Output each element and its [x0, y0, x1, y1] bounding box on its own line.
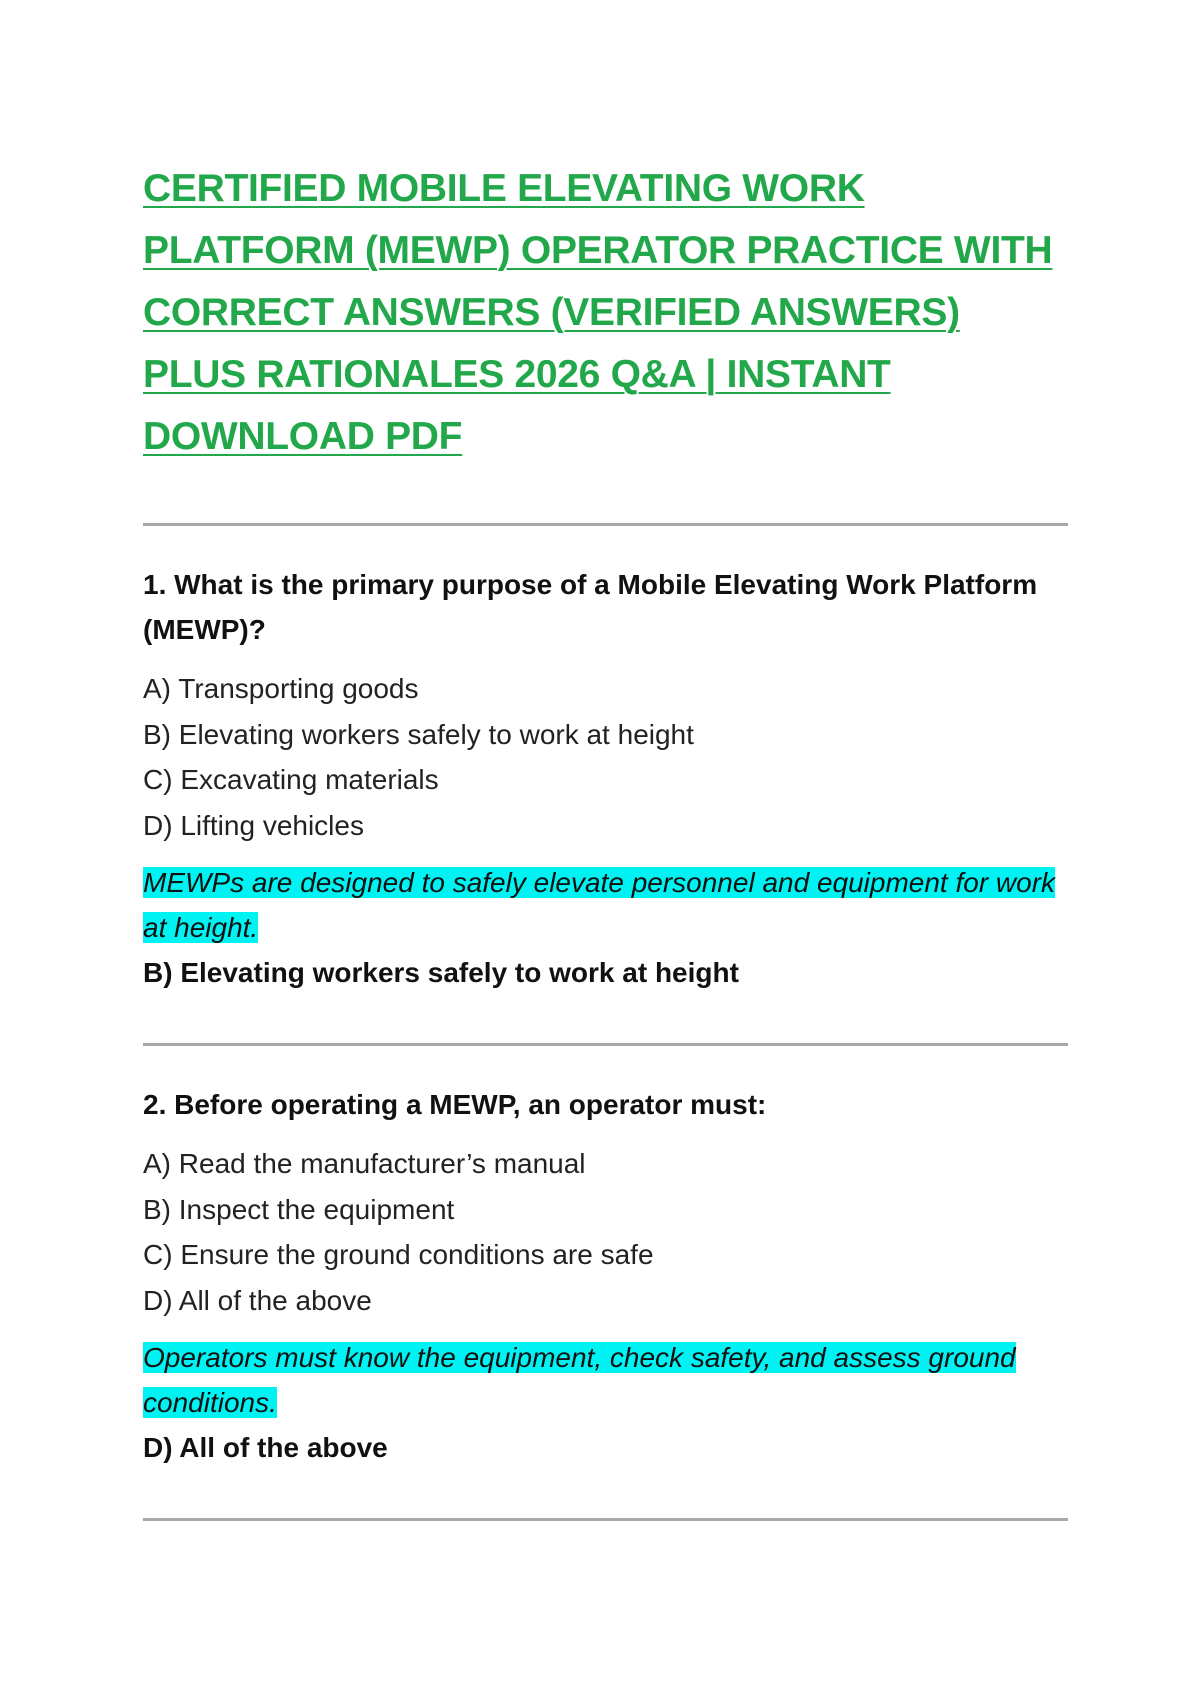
option-d: D) Lifting vehicles — [143, 809, 364, 841]
question-1 — [143, 562, 1068, 995]
rationale-highlight: Operators must know the equipment, check safety, and assess ground conditions. — [143, 1342, 1016, 1418]
section-divider — [143, 1043, 1068, 1046]
rationale — [143, 860, 1068, 950]
question-text: 1. What is the primary purpose of a Mobile Elevating Work Platform (MEWP)? — [143, 569, 1038, 645]
rationale-highlight: MEWPs are designed to safely elevate personnel and equipment for work at height. — [143, 867, 1056, 943]
rationale — [143, 1335, 1068, 1425]
answer-options — [143, 1141, 1068, 1323]
option-b: B) Elevating workers safely to work at height — [143, 718, 694, 750]
section-divider — [143, 523, 1068, 526]
question-2 — [143, 1082, 1068, 1470]
option-a: A) Transporting goods — [143, 673, 419, 704]
document-title: CERTIFIED MOBILE ELEVATING WORK PLATFORM (MEWP) OPERATOR PRACTICE WITH CORRECT ANSWERS (VERIFIED ANSWERS) PLUS RATIONALES 2026 Q&A | INSTANT DOWNLOAD PDF — [143, 167, 1053, 458]
question-text: 2. Before operating a MEWP, an operator must: — [143, 1089, 767, 1120]
document-page — [143, 158, 1068, 1521]
option-c: C) Excavating materials — [143, 764, 439, 795]
correct-answer: D) All of the above — [143, 1432, 388, 1463]
option-c: C) Ensure the ground conditions are safe — [143, 1239, 654, 1270]
answer-options — [143, 666, 1068, 848]
option-a: A) Read the manufacturer’s manual — [143, 1148, 586, 1179]
correct-answer: B) Elevating workers safely to work at height — [143, 957, 739, 988]
option-b: B) Inspect the equipment — [143, 1193, 455, 1225]
section-divider — [143, 1518, 1068, 1521]
option-d: D) All of the above — [143, 1284, 372, 1316]
